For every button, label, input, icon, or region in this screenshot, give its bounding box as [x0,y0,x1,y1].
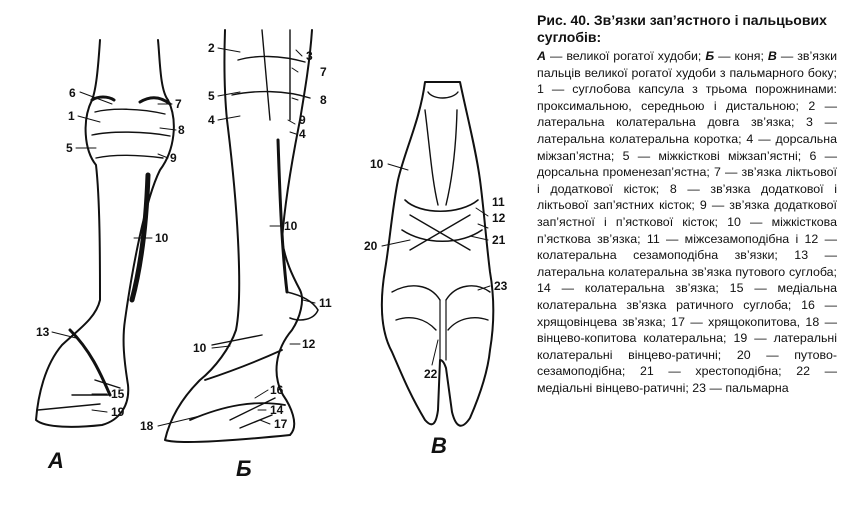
drawing-c-cattle-digits [382,82,494,426]
label-b-12: 12 [302,337,316,351]
drawing-b-horse-limb [165,30,318,442]
label-a-15: 15 [111,387,125,401]
label-b-7: 7 [320,65,327,79]
caption-title: Рис. 40. Зв’язки зап’ястного і пальцьових суглобів: [537,12,827,45]
label-b-2: 2 [208,41,215,55]
label-b-10-upper: 10 [284,219,298,233]
label-a-10: 10 [155,231,169,245]
label-b-8: 8 [320,93,327,107]
labels-c [364,157,508,458]
label-a-6: 6 [69,86,76,100]
labels-a [36,86,185,473]
label-b-16: 16 [270,383,284,397]
label-a-9: 9 [170,151,177,165]
label-b-4-left: 4 [208,113,215,127]
caption-key-a: А [537,49,546,63]
caption-text-a: — великої рогатої худоби; [545,49,706,63]
label-c-11: 11 [492,195,505,209]
label-c-21: 21 [492,233,506,247]
label-b-3: 3 [306,49,313,63]
label-b-17: 17 [274,417,288,431]
label-b-10-lower: 10 [193,341,207,355]
drawing-a-cattle-limb [36,40,174,427]
labels-b [140,41,332,481]
label-a-13: 13 [36,325,50,339]
plate-label-a: А [48,448,64,473]
caption-key-b: Б [705,49,715,63]
caption-text-b: — коня; [714,49,768,63]
label-a-19: 19 [111,405,125,419]
label-c-20: 20 [364,239,378,253]
label-c-12: 12 [492,211,506,225]
label-b-14: 14 [270,403,284,417]
label-c-10: 10 [370,157,384,171]
label-a-7: 7 [175,97,182,111]
label-c-22: 22 [424,367,438,381]
plate-label-c: В [431,433,447,458]
label-b-18: 18 [140,419,154,433]
label-c-23: 23 [494,279,508,293]
label-b-9: 9 [299,113,306,127]
figure-caption [537,12,837,396]
label-b-5: 5 [208,89,215,103]
label-b-4-right: 4 [299,127,306,141]
caption-body [537,48,837,396]
label-a-1: 1 [68,109,75,123]
label-a-8: 8 [178,123,185,137]
label-a-5: 5 [66,141,73,155]
plate-label-b: Б [236,456,252,481]
label-b-11: 11 [319,296,332,310]
caption-text-c: — зв’язки пальців великої рогатої худоби з пальмарного боку; 1 — суглобова капсула з трьома порожнинами: проксимальною, середньою і дистальною; 2 — латеральна колатеральна довга зв’язка; 3 — латеральна колатеральна коротка; 4 — дорсальна міжзап’ястна; 5 — міжкісткові міжзап’ястні; 6 — дорсальна променезап’ястна; 7 — зв’язка ліктьової і додаткової кісток; 8 — зв’язка додаткової і ліктьової зап’ястних кісток; 9 — зв’язка додаткової зап’ястної і п’ясткової кісток; 10 — міжкісткова п’ясткова зв’язка; 11 — міжсезамоподібна і 12 — колатеральна сезамоподібна зв’язки; 13 — латеральна колатеральна зв’язка путового суглоба; 14 — колатеральна зв’язка; 15 — медіальна колатеральна зв’язка ратичного суглоба; 16 — хрящовінцева зв’язка; 17 — хрящокопитова, 18 — вінцево-копитова колатеральна; 19 — латеральні колатеральні вінцево-ратичні; 20 — путово-сезамоподібна; 21 — хрестоподібна; 22 — медіальні вінцево-ратичні; 23 — пальмарна [537,49,837,395]
caption-key-c: В [767,49,777,63]
